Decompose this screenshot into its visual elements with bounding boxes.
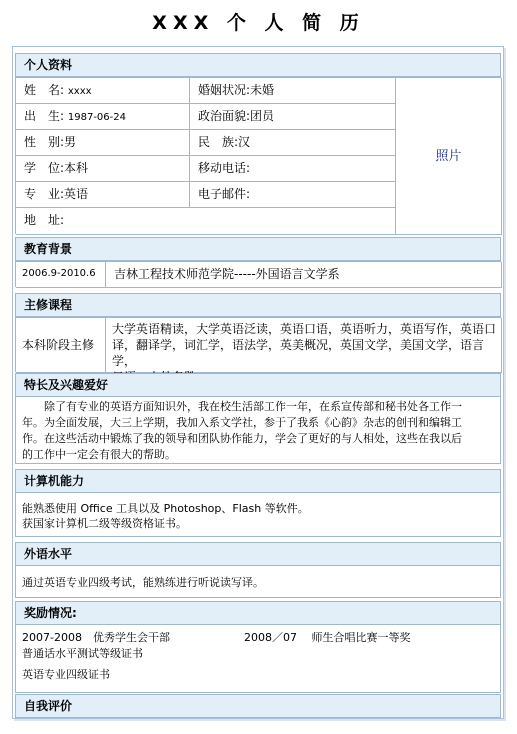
address-label: 地 址:	[24, 213, 65, 227]
major-cell	[16, 182, 190, 208]
award-item: 2008／07 师生合唱比赛一等奖	[244, 631, 411, 644]
education-table	[15, 261, 501, 287]
marital-value: 未婚	[250, 83, 275, 97]
ethnic-cell	[190, 130, 396, 156]
award-item: 2007-2008 优秀学生会干部	[22, 631, 170, 644]
hobbies-block	[15, 397, 501, 464]
personal-table	[15, 77, 501, 234]
section-personal: 个人资料	[15, 53, 501, 77]
birth-cell	[16, 104, 190, 130]
section-self: 自我评价	[15, 694, 501, 718]
computer-line: 能熟悉使用 Office 工具以及 Photoshop、Flash 等软件。	[22, 502, 309, 515]
name-value: xxxx	[67, 86, 92, 97]
courses-line: 大学英语精读，大学英语泛读，英语口语，英语听力，英语写作，英语口	[112, 322, 497, 336]
awards-block	[15, 625, 501, 693]
political-cell	[190, 104, 396, 130]
courses-list	[106, 318, 502, 373]
gender-cell	[16, 130, 190, 156]
section-courses: 主修课程	[15, 293, 501, 317]
page-title: XXX 个 人 简 历	[152, 12, 365, 34]
marital-cell	[190, 78, 396, 104]
section-language: 外语水平	[15, 542, 501, 566]
section-computer: 计算机能力	[15, 469, 501, 493]
gender-value: 男	[64, 135, 77, 149]
major-value: 英语	[64, 187, 89, 201]
degree-label: 学 位:	[24, 161, 65, 175]
ethnic-label: 民 族:	[198, 135, 239, 149]
marital-label: 婚姻状况:	[198, 83, 251, 97]
address-cell	[16, 208, 396, 235]
birth-label: 出 生:	[24, 109, 65, 123]
section-hobbies: 特长及兴趣爱好	[15, 373, 501, 397]
computer-line: 获国家计算机二级等级资格证书。	[22, 517, 187, 530]
ethnic-value: 汉	[238, 135, 251, 149]
hobbies-line: 年。为全面发展，大三上学期，我加入系文学社，参于了我系《心韵》杂志的创刊和编辑工	[22, 416, 462, 429]
gender-label: 性 别:	[24, 135, 65, 149]
mobile-label: 移动电话:	[198, 161, 251, 175]
language-text: 通过英语专业四级考试，能熟练进行听说读写译。	[22, 576, 264, 589]
political-value: 团员	[250, 109, 275, 123]
education-period: 2006.9-2010.6	[16, 262, 106, 288]
section-education: 教育背景	[15, 237, 501, 261]
email-cell	[190, 182, 396, 208]
degree-value: 本科	[64, 161, 89, 175]
name-cell	[16, 78, 190, 104]
hobbies-line: 除了有专业的英语方面知识外，我在校生活部工作一年，在系宣传部和秘书处各工作一	[22, 400, 462, 413]
award-item: 英语专业四级证书	[22, 668, 110, 681]
courses-table	[15, 317, 501, 372]
political-label: 政治面貌:	[198, 109, 251, 123]
courses-line: 译，翻译学，词汇学，语法学，英美概况，英国文学，美国文学，语言学，	[112, 338, 485, 368]
hobbies-line: 作。在这些活动中锻炼了我的领导和团队协作能力，学会了更好的与人相处，这些在我以后	[22, 432, 462, 445]
section-awards: 奖励情况:	[15, 601, 501, 625]
email-label: 电子邮件:	[198, 187, 251, 201]
language-block	[15, 566, 501, 598]
education-school: 吉林工程技术师范学院-----外国语言文学系	[106, 262, 502, 288]
major-label: 专 业:	[24, 187, 65, 201]
birth-value: 1987-06-24	[67, 112, 126, 123]
courses-stage: 本科阶段主修	[16, 318, 106, 373]
computer-block	[15, 493, 501, 537]
degree-cell	[16, 156, 190, 182]
photo-placeholder: 照片	[396, 78, 502, 235]
hobbies-line: 的工作中一定会有很大的帮助。	[22, 448, 176, 461]
name-label: 姓 名:	[24, 83, 65, 97]
mobile-cell	[190, 156, 396, 182]
award-item: 普通话水平测试等级证书	[22, 647, 143, 660]
